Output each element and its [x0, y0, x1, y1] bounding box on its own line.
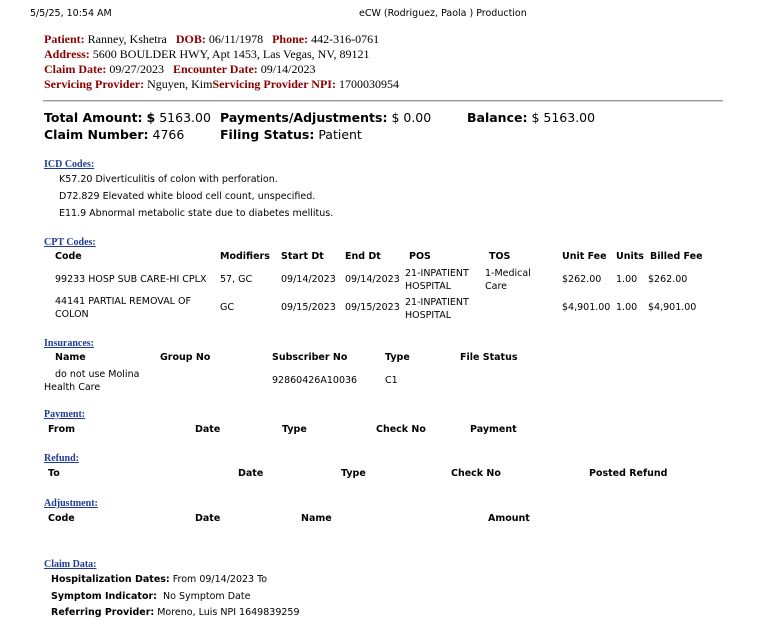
filing-status-label: Filing Status: — [220, 127, 315, 142]
filing-status — [220, 127, 362, 142]
cpt-codes-heading[interactable]: CPT Codes: — [44, 237, 96, 248]
symptom-indicator-value: No Symptom Date — [163, 591, 251, 602]
patient-line — [44, 32, 379, 47]
symptom-indicator — [51, 590, 250, 603]
dob-label: DOB: — [175, 32, 206, 46]
adj-col-name: Name — [301, 513, 332, 524]
adj-col-date: Date — [195, 513, 221, 524]
balance — [467, 110, 595, 125]
total-amount: Total Amount: $ 5163.00 — [44, 110, 211, 125]
claim-number — [44, 127, 184, 142]
ins-name: do not use Molina Health Care — [44, 369, 140, 393]
referring-provider-label: Referring Provider: — [51, 607, 155, 618]
cpt-units: 1.00 — [616, 302, 638, 313]
encounter-date-value: 09/14/2023 — [260, 62, 316, 76]
divider — [43, 100, 723, 102]
cpt-end-date: 09/15/2023 — [345, 302, 400, 313]
cpt-end-date: 09/14/2023 — [345, 274, 400, 285]
phone-label: Phone: — [272, 32, 309, 46]
adjustment-heading[interactable]: Adjustment: — [44, 498, 98, 509]
phone-value: 442-316-0761 — [311, 32, 380, 46]
referring-provider-value: Moreno, Luis NPI 1649839259 — [157, 607, 300, 618]
cpt-units: 1.00 — [616, 274, 638, 285]
cpt-billed-fee: $4,901.00 — [648, 302, 697, 313]
claim-number-value: 4766 — [152, 127, 185, 142]
balance-label: Balance: — [467, 110, 528, 125]
ins-subscriber-no: 92860426A10036 — [272, 375, 358, 386]
cpt-code: 44141 PARTIAL REMOVAL OF COLON — [55, 296, 191, 320]
cpt-col-start: Start Dt — [281, 251, 324, 262]
icd-codes-heading[interactable]: ICD Codes: — [44, 159, 95, 170]
cpt-start-date: 09/15/2023 — [281, 302, 336, 313]
ref-col-check-no: Check No — [451, 468, 501, 479]
payments-adjustments — [220, 110, 431, 125]
adj-col-amount: Amount — [488, 513, 530, 524]
claim-date-value: 09/27/2023 — [109, 62, 164, 76]
servicing-provider-label: Servicing Provider: — [44, 77, 145, 91]
cpt-col-tos: TOS — [489, 251, 511, 262]
refund-heading[interactable]: Refund: — [44, 453, 80, 464]
claim-date-line — [44, 62, 315, 77]
app-title: eCW (Rodriguez, Paola ) Production — [359, 8, 527, 19]
total-label: Total Amount: — [44, 110, 143, 125]
address-value: 5600 BOULDER HWY, Apt 1453, Las Vegas, NV, 89121 — [92, 47, 370, 61]
icd-code-item: E11.9 Abnormal metabolic state due to diabetes mellitus. — [59, 208, 334, 219]
claim-date-label: Claim Date: — [44, 62, 107, 76]
hospitalization-dates-label: Hospitalization Dates: — [51, 574, 170, 585]
payment-heading[interactable]: Payment: — [44, 409, 86, 420]
address-line — [44, 47, 369, 62]
filing-status-value: Patient — [318, 127, 362, 142]
icd-code-item: K57.20 Diverticulitis of colon with perforation. — [59, 174, 278, 185]
adj-col-code: Code — [48, 513, 75, 524]
print-datetime: 5/5/25, 10:54 AM — [30, 8, 112, 19]
dob-value: 06/11/1978 — [208, 32, 264, 46]
pay-col-check-no: Check No — [376, 424, 426, 435]
cpt-tos: 1-Medical Care — [485, 268, 531, 292]
cpt-pos: 21-INPATIENT HOSPITAL — [405, 268, 469, 292]
claim-number-label: Claim Number: — [44, 127, 149, 142]
servicing-provider-value: Nguyen, Kim — [147, 77, 213, 91]
referring-provider — [51, 606, 300, 619]
cpt-col-unit-fee: Unit Fee — [562, 251, 607, 262]
cpt-modifiers: 57, GC — [220, 274, 253, 285]
cpt-unit-fee: $4,901.00 — [562, 302, 611, 313]
hospitalization-dates — [51, 573, 267, 586]
symptom-indicator-label: Symptom Indicator: — [51, 591, 157, 602]
cpt-col-modifiers: Modifiers — [220, 251, 270, 262]
payments-label: Payments/Adjustments: — [220, 110, 388, 125]
ref-col-posted-refund: Posted Refund — [589, 468, 668, 479]
cpt-col-units: Units — [616, 251, 644, 262]
ins-col-name: Name — [55, 352, 86, 363]
ins-col-file-status: File Status — [460, 352, 518, 363]
npi-value: 1700030954 — [338, 77, 399, 91]
cpt-unit-fee: $262.00 — [562, 274, 602, 285]
cpt-billed-fee: $262.00 — [648, 274, 688, 285]
total-value: 5163.00 — [155, 110, 211, 125]
cpt-modifiers: GC — [220, 302, 234, 313]
payments-value: $ 0.00 — [391, 110, 432, 125]
ins-col-type: Type — [385, 352, 410, 363]
cpt-pos: 21-INPATIENT HOSPITAL — [405, 297, 469, 321]
hospitalization-dates-value: From 09/14/2023 To — [172, 574, 268, 585]
encounter-date-label: Encounter Date: — [173, 62, 258, 76]
npi-label: Servicing Provider NPI: — [212, 77, 336, 91]
claim-data-heading[interactable]: Claim Data: — [44, 559, 97, 570]
ins-col-group-no: Group No — [160, 352, 211, 363]
insurances-heading[interactable]: Insurances: — [44, 338, 95, 349]
cpt-col-code: Code — [55, 251, 82, 262]
pay-col-payment: Payment — [470, 424, 517, 435]
ref-col-date: Date — [238, 468, 264, 479]
cpt-col-billed-fee: Billed Fee — [650, 251, 703, 262]
cpt-code: 99233 HOSP SUB CARE-HI CPLX — [55, 274, 207, 285]
pay-col-type: Type — [282, 424, 307, 435]
ref-col-to: To — [48, 468, 60, 479]
cpt-col-end: End Dt — [345, 251, 381, 262]
pay-col-date: Date — [195, 424, 221, 435]
patient-name: Ranney, Kshetra — [87, 32, 167, 46]
ins-col-subscriber-no: Subscriber No — [272, 352, 348, 363]
address-label: Address: — [44, 47, 90, 61]
provider-line — [44, 77, 399, 92]
balance-value: $ 5163.00 — [531, 110, 596, 125]
patient-label: Patient: — [44, 32, 85, 46]
cpt-col-pos: POS — [409, 251, 431, 262]
cpt-start-date: 09/14/2023 — [281, 274, 336, 285]
ref-col-type: Type — [341, 468, 366, 479]
ins-type: C1 — [385, 375, 398, 386]
icd-code-item: D72.829 Elevated white blood cell count, unspecified. — [59, 191, 316, 202]
pay-col-from: From — [48, 424, 75, 435]
